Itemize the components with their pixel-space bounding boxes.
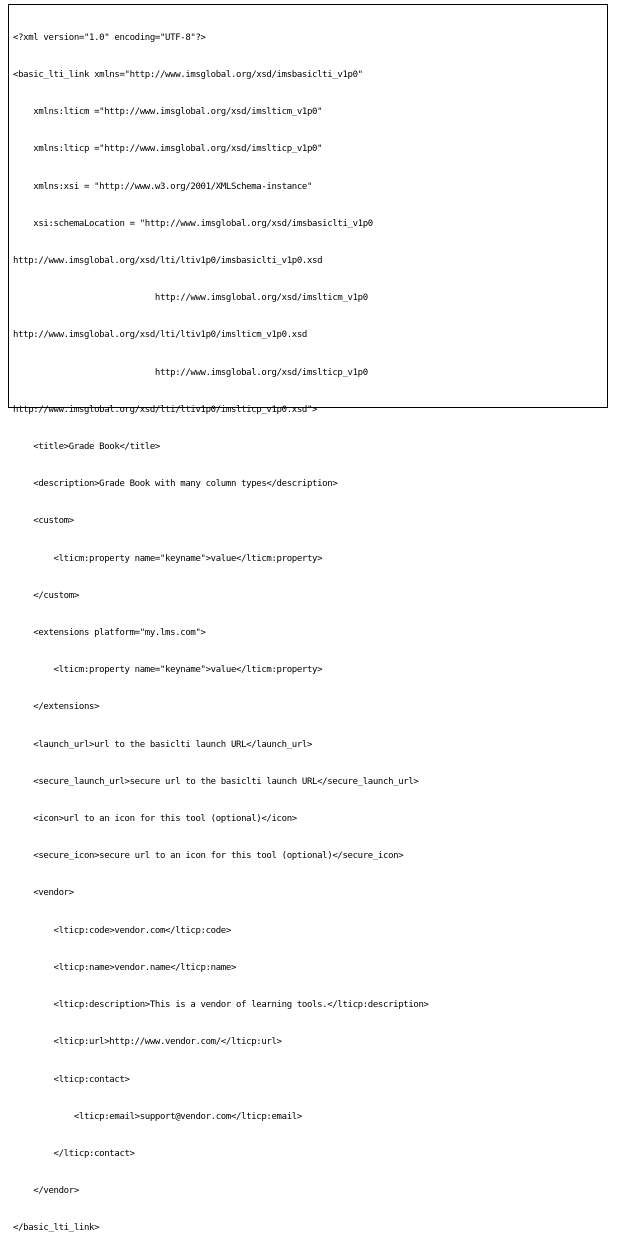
code-line: </custom>: [13, 590, 79, 601]
code-line: http://www.imsglobal.org/xsd/lti/ltiv1p0/imslticp_v1p0.xsd">: [13, 404, 318, 415]
code-line: <title>Grade Book</title>: [13, 442, 160, 453]
code-line: </vendor>: [13, 1186, 79, 1197]
code-line: </basic_lti_link>: [13, 1223, 100, 1234]
code-line: xmlns:xsi = "http://www.w3.org/2001/XMLSchema-instance": [13, 181, 313, 192]
code-line: http://www.imsglobal.org/xsd/imslticp_v1p0: [13, 367, 368, 378]
code-line: <custom>: [13, 516, 74, 527]
code-line: <secure_launch_url>secure url to the basiclti launch URL</secure_launch_url>: [13, 776, 419, 787]
code-line: <extensions platform="my.lms.com">: [13, 628, 206, 639]
code-line: <secure_icon>secure url to an icon for this tool (optional)</secure_icon>: [13, 851, 404, 862]
code-line: <lticp:name>vendor.name</lticp:name>: [13, 962, 237, 973]
code-line: <basic_lti_link xmlns="http://www.imsglobal.org/xsd/imsbasiclti_v1p0": [13, 70, 363, 81]
code-line: xsi:schemaLocation = "http://www.imsglobal.org/xsd/imsbasiclti_v1p0: [13, 218, 373, 229]
code-line: <lticp:url>http://www.vendor.com/</lticp:url>: [13, 1037, 282, 1048]
xml-code-box: [8, 4, 608, 1234]
code-line: <icon>url to an icon for this tool (optional)</icon>: [13, 814, 297, 825]
code-line: http://www.imsglobal.org/xsd/lti/ltiv1p0/imsbasiclti_v1p0.xsd: [13, 256, 323, 267]
code-line: <launch_url>url to the basiclti launch URL</launch_url>: [13, 739, 313, 750]
code-line: xmlns:lticp ="http://www.imsglobal.org/xsd/imslticp_v1p0": [13, 144, 323, 155]
code-line: http://www.imsglobal.org/xsd/lti/ltiv1p0/imslticm_v1p0.xsd: [13, 330, 307, 341]
code-line: <lticp:contact>: [13, 1074, 130, 1085]
code-line: <lticp:description>This is a vendor of learning tools.</lticp:description>: [13, 1000, 429, 1011]
code-line: <description>Grade Book with many column types</description>: [13, 479, 338, 490]
code-line: xmlns:lticm ="http://www.imsglobal.org/xsd/imslticm_v1p0": [13, 107, 323, 118]
code-line: http://www.imsglobal.org/xsd/imslticm_v1p0: [13, 293, 368, 304]
code-line: <vendor>: [13, 888, 74, 899]
code-line: </lticp:contact>: [13, 1148, 135, 1159]
code-line: <lticm:property name="keyname">value</lticm:property>: [13, 665, 323, 676]
code-line: <?xml version="1.0" encoding="UTF-8"?>: [13, 32, 206, 43]
xml-code-listing: [13, 7, 429, 1260]
code-line: <lticp:code>vendor.com</lticp:code>: [13, 925, 231, 936]
code-line: <lticp:email>support@vendor.com</lticp:email>: [13, 1111, 302, 1122]
code-line: <lticm:property name="keyname">value</lticm:property>: [13, 553, 323, 564]
code-line: </extensions>: [13, 702, 100, 713]
